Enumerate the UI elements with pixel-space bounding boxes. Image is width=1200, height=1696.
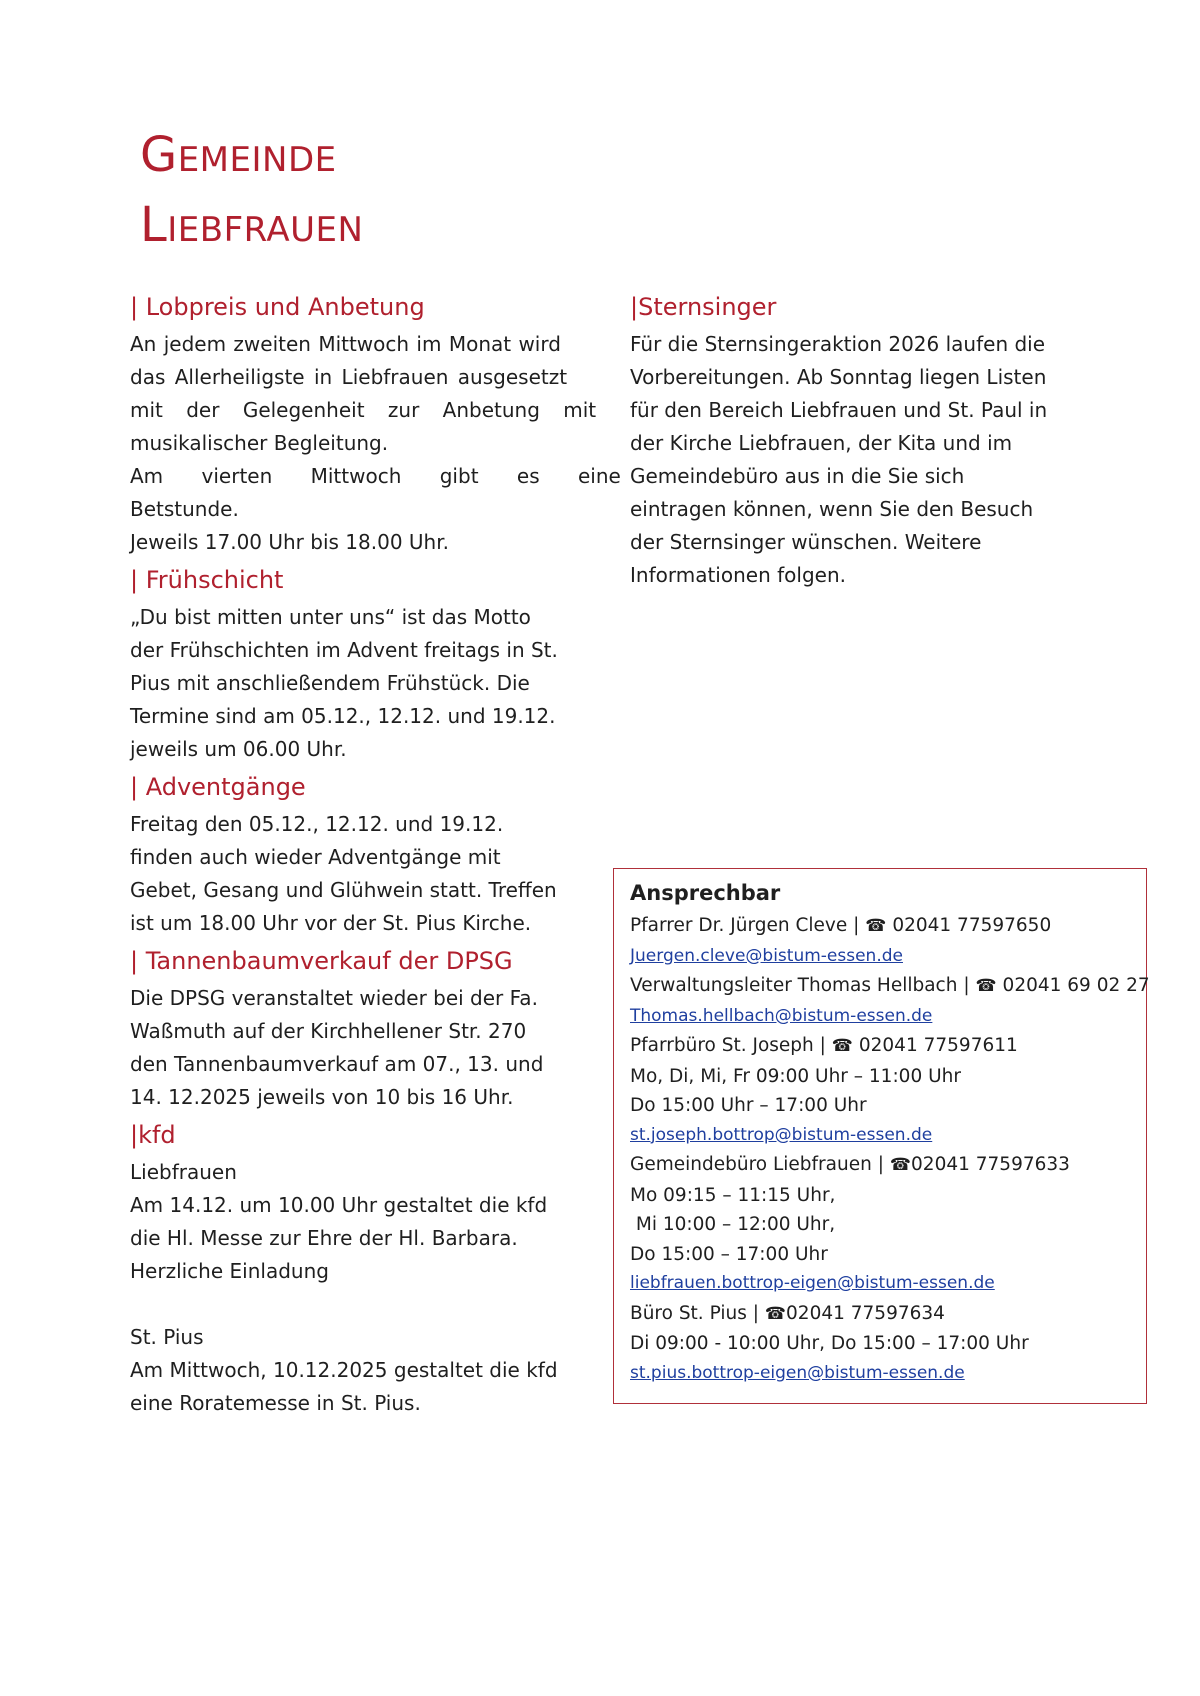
contact-pfarrer-mail-link[interactable]: Juergen.cleve@bistum-essen.de bbox=[630, 945, 903, 966]
contact-box bbox=[613, 868, 1150, 1404]
text-line: Am vierten Mittwoch gibt es eine bbox=[130, 464, 621, 488]
body-fruehschicht bbox=[130, 601, 570, 766]
page-title-line-1: Gemeinde bbox=[140, 127, 337, 183]
text-line: Pius mit anschließendem Frühstück. Die bbox=[130, 671, 530, 695]
contact-heading: Ansprechbar bbox=[630, 881, 781, 905]
body-lobpreis bbox=[130, 328, 621, 559]
contact-verwaltung-mail-link[interactable]: Thomas.hellbach@bistum-essen.de bbox=[630, 1005, 933, 1026]
text-line: Die DPSG veranstaltet wieder bei der Fa. bbox=[130, 986, 538, 1010]
text-line: der Sternsinger wünschen. Weitere bbox=[630, 530, 982, 554]
text-line: Betstunde. bbox=[130, 497, 239, 521]
text-line: Informationen folgen. bbox=[630, 563, 846, 587]
text-line: Waßmuth auf der Kirchhellener Str. 270 bbox=[130, 1019, 527, 1043]
contact-pfarrbuero-hours-1: Mo, Di, Mi, Fr 09:00 Uhr – 11:00 Uhr bbox=[630, 1065, 961, 1087]
contact-gemeindebuero-label: Gemeindebüro Liebfrauen | bbox=[630, 1154, 884, 1175]
contact-pfarrer bbox=[630, 911, 1146, 942]
phone-icon: ☎ bbox=[764, 1303, 787, 1324]
text-line: für den Bereich Liebfrauen und St. Paul in bbox=[630, 398, 1048, 422]
phone-icon: ☎ bbox=[889, 1155, 912, 1175]
contact-pfarrer-label: Pfarrer Dr. Jürgen Cleve | bbox=[630, 915, 860, 936]
right-column bbox=[630, 290, 1070, 596]
heading-sternsinger: |Sternsinger bbox=[630, 293, 777, 321]
text-line: das Allerheiligste in Liebfrauen ausgesetzt bbox=[130, 365, 568, 389]
contact-gemeindebuero-hours-3: Do 15:00 – 17:00 Uhr bbox=[630, 1243, 828, 1265]
contact-verwaltung-label: Verwaltungsleiter Thomas Hellbach | bbox=[630, 975, 970, 996]
text-line: Herzliche Einladung bbox=[130, 1259, 329, 1283]
text-line: finden auch wieder Adventgänge mit bbox=[130, 845, 501, 869]
heading-tannenbaum: | Tannenbaumverkauf der DPSG bbox=[130, 947, 513, 975]
text-line: Termine sind am 05.12., 12.12. und 19.12. bbox=[130, 704, 556, 728]
left-column bbox=[130, 290, 621, 1424]
contact-gemeindebuero-mail-link[interactable]: liebfrauen.bottrop-eigen@bistum-essen.de bbox=[630, 1273, 995, 1293]
contact-pius-mail-link[interactable]: st.pius.bottrop-eigen@bistum-essen.de bbox=[630, 1362, 965, 1383]
contact-verwaltung bbox=[630, 971, 1150, 1002]
phone-icon: ☎ bbox=[975, 976, 997, 996]
contact-pfarrer-phone: 02041 77597650 bbox=[892, 915, 1052, 936]
heading-kfd: |kfd bbox=[130, 1121, 176, 1149]
body-adventgaenge bbox=[130, 808, 570, 940]
text-line: der Frühschichten im Advent freitags in St. bbox=[130, 638, 558, 662]
text-line: Vorbereitungen. Ab Sonntag liegen Listen bbox=[630, 365, 1047, 389]
text-line: die Hl. Messe zur Ehre der Hl. Barbara. bbox=[130, 1226, 518, 1250]
text-line: An jedem zweiten Mittwoch im Monat wird bbox=[130, 332, 561, 356]
text-line: jeweils um 06.00 Uhr. bbox=[130, 737, 347, 761]
contact-verwaltung-phone: 02041 69 02 27 bbox=[1002, 975, 1150, 996]
text-line: eine Roratemesse in St. Pius. bbox=[130, 1391, 421, 1415]
text-line: Jeweils 17.00 Uhr bis 18.00 Uhr. bbox=[130, 530, 449, 554]
text-line: ist um 18.00 Uhr vor der St. Pius Kirche. bbox=[130, 911, 532, 935]
heading-adventgaenge: | Adventgänge bbox=[130, 773, 306, 801]
contact-pfarrbuero-phone: 02041 77597611 bbox=[858, 1035, 1018, 1056]
contact-pfarrbuero-label: Pfarrbüro St. Joseph | bbox=[630, 1035, 826, 1056]
spacer bbox=[130, 1288, 570, 1321]
text-line: mit der Gelegenheit zur Anbetung mit bbox=[130, 398, 597, 422]
text-line: der Kirche Liebfrauen, der Kita und im bbox=[630, 431, 1013, 455]
text-line: „Du bist mitten unter uns“ ist das Motto bbox=[130, 605, 531, 629]
text-line: 14. 12.2025 jeweils von 10 bis 16 Uhr. bbox=[130, 1085, 514, 1109]
body-kfd bbox=[130, 1156, 570, 1420]
contact-pfarrbuero-mail-link[interactable]: st.joseph.bottrop@bistum-essen.de bbox=[630, 1124, 933, 1145]
contact-gemeindebuero-hours-2: Mi 10:00 – 12:00 Uhr, bbox=[630, 1214, 836, 1235]
text-line: Freitag den 05.12., 12.12. und 19.12. bbox=[130, 812, 504, 836]
contact-pius bbox=[630, 1299, 1146, 1330]
text-line: musikalischer Begleitung. bbox=[130, 431, 389, 455]
text-line: Gebet, Gesang und Glühwein statt. Treffen bbox=[130, 878, 557, 902]
contact-pfarrbuero bbox=[630, 1031, 1146, 1062]
text-line: eintragen können, wenn Sie den Besuch bbox=[630, 497, 1034, 521]
contact-pius-hours: Di 09:00 - 10:00 Uhr, Do 15:00 – 17:00 Uhr bbox=[630, 1333, 1029, 1354]
heading-fruehschicht: | Frühschicht bbox=[130, 566, 284, 594]
text-line: Liebfrauen bbox=[130, 1160, 237, 1184]
text-line: St. Pius bbox=[130, 1325, 204, 1349]
phone-icon: ☎ bbox=[831, 1036, 853, 1056]
contact-pius-label: Büro St. Pius | bbox=[630, 1302, 759, 1324]
page-title bbox=[140, 120, 363, 260]
text-line: Gemeindebüro aus in die Sie sich bbox=[630, 464, 965, 488]
contact-gemeindebuero-phone: 02041 77597633 bbox=[911, 1154, 1070, 1175]
contact-pfarrbuero-hours-2: Do 15:00 Uhr – 17:00 Uhr bbox=[630, 1095, 867, 1116]
contact-pius-phone: 02041 77597634 bbox=[786, 1302, 945, 1324]
heading-lobpreis: | Lobpreis und Anbetung bbox=[130, 293, 425, 321]
text-line: Für die Sternsingeraktion 2026 laufen die bbox=[630, 332, 1046, 356]
text-line: den Tannenbaumverkauf am 07., 13. und bbox=[130, 1052, 544, 1076]
body-sternsinger bbox=[630, 328, 1070, 592]
body-tannenbaum bbox=[130, 982, 570, 1114]
contact-gemeindebuero bbox=[630, 1150, 1146, 1181]
contact-gemeindebuero-hours-1: Mo 09:15 – 11:15 Uhr, bbox=[630, 1184, 836, 1206]
text-line: Am 14.12. um 10.00 Uhr gestaltet die kfd bbox=[130, 1193, 548, 1217]
phone-icon: ☎ bbox=[865, 916, 887, 936]
text-line: Am Mittwoch, 10.12.2025 gestaltet die kfd bbox=[130, 1358, 558, 1382]
page-title-line-2: Liebfrauen bbox=[140, 197, 364, 253]
